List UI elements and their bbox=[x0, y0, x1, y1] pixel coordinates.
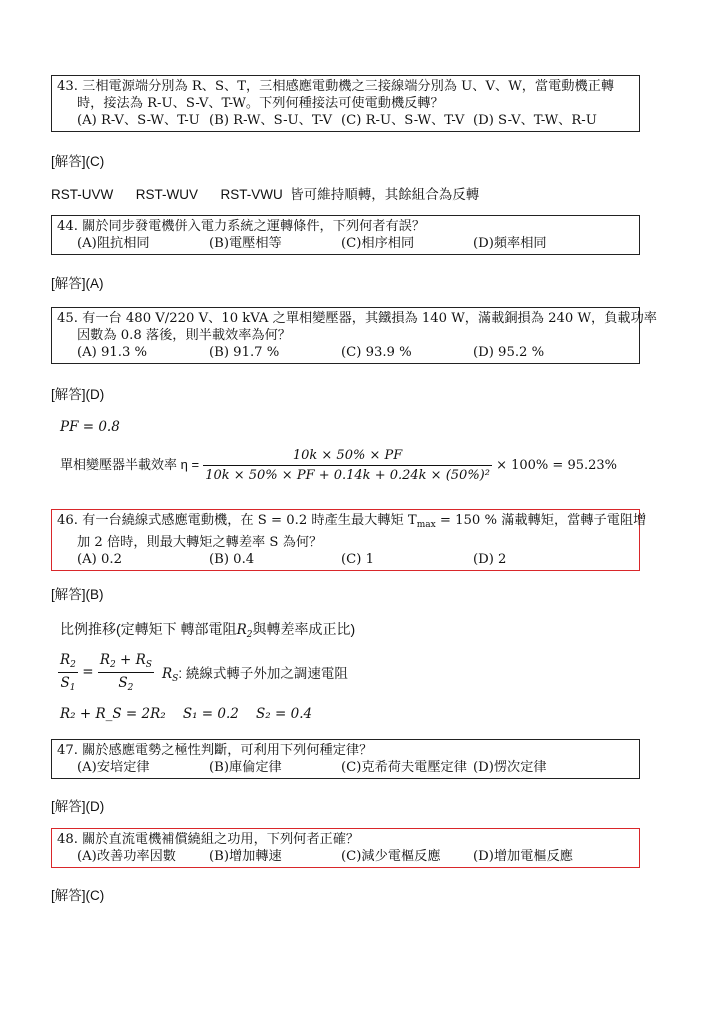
option-b: (B)庫倫定律 bbox=[209, 760, 282, 775]
ratio-equation: $\frac{R_2}{S_1}$ = $\frac{R_2 + R_S}{S_2}$ bbox=[60, 652, 152, 693]
option-a: (A) R-V、S-W、T-U bbox=[77, 113, 200, 128]
option-b: (B) 0.4 bbox=[209, 552, 255, 567]
question-48-options bbox=[57, 848, 633, 865]
r2-symbol: $R_2$ bbox=[236, 622, 253, 640]
question-46-stem-b: = 150 % 滿載轉矩，當轉子電阻增 bbox=[435, 513, 647, 528]
option-d: (D)頻率相同 bbox=[473, 236, 547, 251]
option-d: (D)愣次定律 bbox=[473, 760, 547, 775]
tmax-subscript: max bbox=[416, 520, 436, 530]
option-c: (C) R-U、S-W、T-V bbox=[341, 113, 465, 128]
question-46-stem-cont: 加 2 倍時，則最大轉矩之轉差率 S 為何？ bbox=[77, 535, 323, 550]
question-48-stem: 48. 關於直流電機補償繞組之功用，下列何者正確？ bbox=[57, 832, 360, 847]
question-43-stem: 43. 三相電源端分別為 R、S、T，三相感應電動機之三接線端分別為 U、V、W，當電動機正轉 bbox=[57, 79, 615, 94]
option-d: (D) S-V、T-W、R-U bbox=[473, 113, 597, 128]
question-46-stem bbox=[57, 512, 647, 534]
rs-definition: $R_S$: 繞線式轉子外加之調速電阻 bbox=[162, 666, 348, 684]
option-c: (C)減少電樞反應 bbox=[341, 849, 441, 864]
question-46-options bbox=[57, 551, 633, 568]
resistance-equation: R₂ + R_S = 2R₂ S₁ = 0.2 S₂ = 0.4 bbox=[60, 706, 313, 722]
question-47-stem: 47. 關於感應電勢之極性判斷，可利用下列何種定律？ bbox=[57, 743, 373, 758]
option-a: (A)安培定律 bbox=[77, 760, 150, 775]
answer-48: [解答](C) bbox=[51, 888, 105, 903]
answer-46: [解答](B) bbox=[51, 587, 104, 602]
question-47-box bbox=[51, 739, 640, 779]
answer-47: [解答](D) bbox=[51, 799, 105, 814]
efficiency-label: 單相變壓器半載效率 η = bbox=[60, 457, 200, 472]
answer-45: [解答](D) bbox=[51, 387, 105, 402]
prop-note-a: 比例推移(定轉矩下 轉部電阻 bbox=[60, 621, 237, 637]
option-d: (D) 2 bbox=[473, 552, 507, 567]
option-a: (A)阻抗相同 bbox=[77, 236, 150, 251]
question-45-options bbox=[57, 344, 633, 361]
answer-44: [解答](A) bbox=[51, 276, 104, 291]
option-d: (D) 95.2 % bbox=[473, 345, 545, 360]
question-44-stem: 44. 關於同步發電機併入電力系統之運轉條件，下列何者有誤？ bbox=[57, 219, 426, 234]
option-b: (B) 91.7 % bbox=[209, 345, 280, 360]
question-44-options bbox=[57, 235, 633, 252]
option-a: (A) 0.2 bbox=[77, 552, 122, 567]
question-43-box bbox=[51, 75, 640, 132]
pf-equation: PF = 0.8 bbox=[60, 419, 120, 435]
question-46-box bbox=[51, 509, 647, 571]
option-c: (C) 93.9 % bbox=[341, 345, 412, 360]
option-c: (C)克希荷夫電壓定律 bbox=[341, 760, 467, 775]
proportional-shift-note bbox=[60, 619, 355, 640]
question-43-stem-cont: 時，接法為 R-U、S-V、T-W。下列何種接法可使電動機反轉？ bbox=[77, 96, 444, 111]
question-45-box bbox=[51, 307, 657, 364]
question-45-stem: 45. 有一台 480 V/220 V、10 kVA 之單相變壓器，其鐵損為 140 W，滿載銅損為 240 W，負載功率 bbox=[57, 311, 657, 326]
efficiency-numerator: 10k × 50% × PF bbox=[203, 448, 492, 466]
option-a: (A)改善功率因數 bbox=[77, 849, 176, 864]
prop-note-b: 與轉差率成正比) bbox=[252, 621, 356, 637]
question-46-stem-a: 46. 有一台繞線式感應電動機，在 S = 0.2 時產生最大轉矩 T bbox=[57, 513, 417, 528]
question-48-box bbox=[51, 828, 640, 868]
efficiency-denominator: 10k × 50% × PF + 0.14k + 0.24k × (50%)² bbox=[205, 468, 490, 483]
efficiency-formula bbox=[60, 448, 617, 483]
question-47-options bbox=[57, 759, 633, 776]
answer-43: [解答](C) bbox=[51, 154, 105, 169]
efficiency-result: × 100% = 95.23% bbox=[496, 458, 618, 473]
option-b: (B) R-W、S-U、T-V bbox=[209, 113, 332, 128]
question-45-stem-cont: 因數為 0.8 落後，則半載效率為何？ bbox=[77, 328, 291, 343]
option-b: (B)增加轉速 bbox=[209, 849, 282, 864]
option-b: (B)電壓相等 bbox=[209, 236, 282, 251]
question-44-box bbox=[51, 215, 640, 255]
option-d: (D)增加電樞反應 bbox=[473, 849, 573, 864]
question-43-options bbox=[57, 112, 633, 129]
answer-43-note: RST-UVW RST-WUV RST-VWU 皆可維持順轉，其餘組合為反轉 bbox=[51, 187, 480, 202]
rs-label: : 繞線式轉子外加之調速電阻 bbox=[178, 666, 348, 681]
option-c: (C) 1 bbox=[341, 552, 374, 567]
efficiency-fraction bbox=[203, 448, 492, 483]
option-a: (A) 91.3 % bbox=[77, 345, 148, 360]
option-c: (C)相序相同 bbox=[341, 236, 415, 251]
